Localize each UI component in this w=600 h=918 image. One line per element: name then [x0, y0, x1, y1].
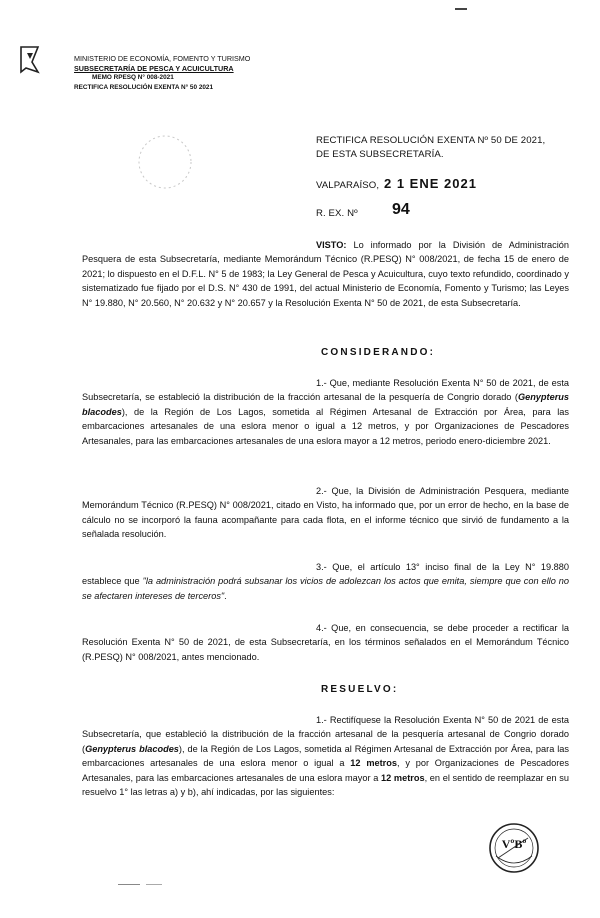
length-12m-b: 12 metros	[381, 772, 425, 783]
considerando-2-text: 2.- Que, la División de Administración Pesquera, mediante Memorándum Técnico (R.PESQ) N° 008/2021, citado en Visto, ha informado que, por un error de hecho, en la base de cálculo no se incorporó la fauna acompañante para cada flota, en el informe técnico que sirvió de fundamento a la señalada resolución.	[82, 486, 569, 540]
considerando-4	[82, 621, 569, 664]
species-name: Genypterus blacodes	[82, 392, 569, 417]
resuelvo-1-text-d: , en el sentido de reemplazar en su resuelvo 1° las letras a) y b), ahí indicadas, por las siguientes:	[82, 772, 569, 798]
visto-paragraph	[82, 238, 569, 310]
letterhead	[74, 54, 294, 92]
rex-number: 94	[392, 201, 410, 218]
memo-ref: MEMO RPESQ N° 008-2021	[92, 74, 174, 81]
subsecretaria-name: SUBSECRETARÍA DE PESCA Y ACUICULTURA	[74, 63, 234, 73]
visto-text: Lo informado por la División de Administración Pesquera de esta Subsecretaría, mediante Memorándum Técnico (R.PESQ) N° 008/2021, de fecha 15 de enero de 2021; lo dispuesto en el D.F.L. N° 5 de 1983; la Ley General de Pesca y Acuicultura, cuyo texto refundido, coordinado y sistematizado fue fijado por el D.S. N° 430 de 1991, del actual Ministerio de Economía, Fomento y Turismo; las Leyes N° 19.880, N° 20.560, N° 20.632 y N° 20.657 y la Resolución Exenta N° 50 de 2021, de esta Subsecretaría.	[82, 240, 569, 308]
resuelvo-1-text-c: , y por Organizaciones de Pescadores Artesanales, para las embarcaciones artesanales de una eslora mayor a	[82, 758, 569, 783]
institution-logo	[18, 44, 42, 76]
scan-mark	[118, 884, 140, 885]
date-stamp: 2 1 ENE 2021	[384, 176, 477, 191]
rex-label: R. EX. Nº	[316, 208, 358, 219]
stamp-text: VºBº	[501, 837, 527, 851]
scan-mark-2	[146, 884, 162, 885]
considerando-2	[82, 484, 569, 542]
law-quote: "la administración podrá subsanar los vicios de adolezcan los actos que emita, siempre que con ello no se afectaren intereses de terceros"	[82, 576, 570, 601]
reference-title: RECTIFICA RESOLUCIÓN EXENTA Nº 50 DE 2021, DE ESTA SUBSECRETARÍA.	[316, 135, 546, 160]
ministry-name: MINISTERIO DE ECONOMÍA, FOMENTO Y TURISMO	[74, 54, 251, 63]
resuelvo-1-text-b: ), de la Región de Los Lagos, sometida al Régimen Artesanal de Extracción por Área, para las embarcaciones artesanales de una eslora menor o igual a	[82, 743, 570, 769]
resuelvo-1	[82, 713, 569, 799]
corner-mark	[455, 8, 467, 10]
considerando-3	[82, 560, 569, 603]
city-label: VALPARAÍSO,	[316, 180, 380, 191]
resuelvo-heading: RESUELVO:	[321, 684, 399, 695]
considerando-3-text-a: 3.- Que, el artículo 13° inciso final de la Ley N° 19.880 establece que	[82, 562, 569, 587]
visto-label: VISTO:	[316, 240, 347, 250]
length-12m-a: 12 metros	[350, 758, 397, 769]
approval-stamp	[488, 822, 540, 874]
considerando-1-text-a: 1.- Que, mediante Resolución Exenta N° 50 de 2021, de esta Subsecretaría, se estableció la distribución de la fracción artesanal de la pesquería de Congrio dorado (	[82, 378, 569, 403]
considerando-4-text: 4.- Que, en consecuencia, se debe proceder a rectificar la Resolución Exenta N° 50 de 2021, de esta Subsecretaría, en los términos señalados en el Memorándum Técnico (R.PESQ) N° 008/2021, antes mencionado.	[82, 623, 569, 662]
rectifica-ref: RECTIFICA RESOLUCIÓN EXENTA N° 50 2021	[74, 83, 214, 91]
resuelvo-species-name: Genypterus blacodes	[85, 743, 179, 754]
resuelvo-1-text-a: 1.- Rectifíquese la Resolución Exenta N° 50 de 2021 de esta Subsecretaría, que estableció la distribución de la fracción artesanal de la pesquería artesanal de Congrio dorado (	[82, 715, 569, 754]
considerando-3-text-b: .	[224, 590, 227, 601]
considerando-heading: CONSIDERANDO:	[321, 347, 436, 358]
considerando-1	[82, 376, 569, 448]
considerando-1-text-b: ), de la Región de Los Lagos, sometida al Régimen Artesanal de Extracción por Área, para las embarcaciones artesanales de una eslora menor o igual a 12 metros, y por Organizaciones de Pescadores Artesanales, para las embarcaciones artesanales de una eslora mayor a 12 metros, periodo enero-diciembre 2021.	[82, 406, 569, 446]
faint-seal	[135, 132, 195, 192]
